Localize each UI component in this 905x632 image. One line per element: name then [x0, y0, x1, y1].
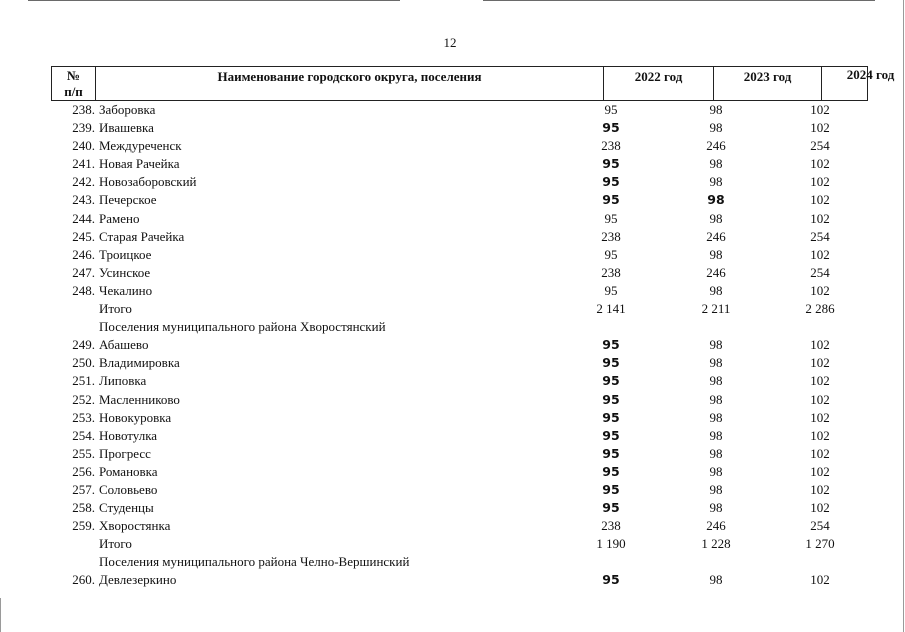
- row-number: 252.: [72, 391, 95, 407]
- row-number: 249.: [72, 337, 95, 353]
- row-number: 255.: [72, 445, 95, 461]
- value-2023: 98: [709, 373, 723, 389]
- table-row: [0, 463, 905, 481]
- value-2024: 102: [810, 409, 830, 425]
- value-2023: 98: [709, 391, 723, 407]
- value-2023: 246: [706, 228, 726, 244]
- value-2023: 98: [709, 427, 723, 443]
- value-2022: 238: [601, 264, 621, 280]
- value-2024: 102: [810, 210, 830, 226]
- value-2024: 102: [810, 282, 830, 298]
- row-number: 239.: [72, 120, 95, 136]
- value-2023: 98: [707, 192, 725, 208]
- value-2024: 102: [810, 102, 830, 117]
- value-2024: 102: [810, 391, 830, 407]
- row-name: Прогресс: [99, 445, 151, 461]
- row-number: 241.: [72, 156, 95, 172]
- value-2024: 254: [810, 518, 830, 534]
- table-row: [0, 409, 905, 427]
- header-number-line2: п/п: [64, 84, 83, 99]
- value-2022: 95: [602, 355, 620, 371]
- table-row: [0, 228, 905, 246]
- row-number: 246.: [72, 246, 95, 262]
- value-2024: 102: [810, 156, 830, 172]
- value-2024: 102: [810, 445, 830, 461]
- table-row: [0, 336, 905, 354]
- row-name: Абашево: [99, 337, 149, 353]
- value-2024: 254: [810, 228, 830, 244]
- header-number-cell: [52, 67, 96, 100]
- value-2023: 98: [709, 500, 723, 516]
- value-2024: 102: [810, 427, 830, 443]
- table-row: [0, 137, 905, 155]
- value-2023: 98: [709, 355, 723, 371]
- value-2022: 95: [604, 210, 618, 226]
- value-2024: 102: [810, 246, 830, 262]
- value-2024: 254: [810, 264, 830, 280]
- row-name: Итого: [99, 301, 132, 317]
- row-name: Печерское: [99, 192, 157, 208]
- row-name: Итого: [99, 536, 132, 552]
- row-number: 238.: [72, 102, 95, 117]
- table-row: [0, 391, 905, 409]
- row-name: Новая Рачейка: [99, 156, 180, 172]
- row-name: Поселения муниципального района Челно-Вершинский: [99, 554, 410, 570]
- value-2022: 95: [602, 120, 620, 136]
- value-2024: 102: [810, 463, 830, 479]
- value-2023: 98: [709, 210, 723, 226]
- table-row: [0, 155, 905, 173]
- table-row: [0, 300, 905, 318]
- row-name: Липовка: [99, 373, 147, 389]
- value-2024: 102: [810, 500, 830, 516]
- header-year-2024: 2024 год: [846, 67, 895, 82]
- row-name: Троицкое: [99, 246, 152, 262]
- table-row: [0, 119, 905, 137]
- row-number: 242.: [72, 174, 95, 190]
- table-row: [0, 246, 905, 264]
- row-number: 245.: [72, 228, 95, 244]
- row-number: 250.: [72, 355, 95, 371]
- row-number: 254.: [72, 427, 95, 443]
- value-2022: 1 190: [596, 536, 626, 552]
- value-2023: 246: [706, 138, 726, 154]
- table-body: [0, 101, 905, 590]
- table-row: [0, 101, 905, 119]
- table-row: [0, 191, 905, 209]
- table-row: [0, 571, 905, 589]
- value-2022: 95: [602, 156, 620, 172]
- value-2024: 102: [810, 192, 830, 208]
- table-row: [0, 318, 905, 336]
- value-2023: 98: [709, 481, 723, 497]
- page-number: 12: [443, 35, 457, 50]
- table-row: [0, 499, 905, 517]
- value-2023: 2 211: [701, 301, 731, 317]
- table-row: [0, 517, 905, 535]
- value-2023: 98: [709, 409, 723, 425]
- value-2024: 102: [810, 120, 830, 136]
- table-row: [0, 553, 905, 571]
- row-number: 248.: [72, 282, 95, 298]
- value-2023: 98: [709, 156, 723, 172]
- row-number: 257.: [72, 481, 95, 497]
- row-number: 253.: [72, 409, 95, 425]
- value-2022: 238: [601, 138, 621, 154]
- value-2023: 1 228: [701, 536, 731, 552]
- value-2022: 95: [602, 500, 620, 516]
- row-name: Хворостянка: [99, 518, 171, 534]
- value-2022: 238: [601, 518, 621, 534]
- header-number-line1: №: [66, 68, 81, 83]
- row-number: 256.: [72, 463, 95, 479]
- value-2024: 102: [810, 355, 830, 371]
- value-2022: 95: [602, 463, 620, 479]
- value-2022: 95: [602, 337, 620, 353]
- value-2024: 102: [810, 373, 830, 389]
- value-2022: 95: [602, 391, 620, 407]
- row-name: Студенцы: [99, 500, 154, 516]
- row-name: Чекалино: [99, 282, 153, 298]
- value-2022: 95: [604, 246, 618, 262]
- table-header: [51, 66, 895, 101]
- table-row: [0, 354, 905, 372]
- value-2023: 98: [709, 282, 723, 298]
- value-2023: 246: [706, 264, 726, 280]
- value-2023: 98: [709, 445, 723, 461]
- header-year-2023: 2023 год: [714, 67, 822, 100]
- row-name: Междуреченск: [99, 138, 182, 154]
- header-year-2024-cell: [822, 67, 895, 100]
- value-2022: 95: [602, 445, 620, 461]
- header-name-cell: Наименование городского округа, поселения: [96, 67, 604, 100]
- row-name: Владимировка: [99, 355, 180, 371]
- row-name: Поселения муниципального района Хворостянский: [99, 319, 386, 335]
- value-2024: 102: [810, 337, 830, 353]
- table-row: [0, 535, 905, 553]
- value-2024: 102: [810, 572, 830, 588]
- value-2023: 98: [709, 102, 723, 117]
- row-name: Новозаборовский: [99, 174, 197, 190]
- value-2023: 98: [709, 246, 723, 262]
- row-number: 243.: [72, 192, 95, 208]
- value-2022: 95: [602, 481, 620, 497]
- row-number: 260.: [72, 572, 95, 588]
- table-row: [0, 481, 905, 499]
- value-2023: 246: [706, 518, 726, 534]
- table-row: [0, 282, 905, 300]
- value-2022: 95: [602, 174, 620, 190]
- table-row: [0, 173, 905, 191]
- table-row: [0, 427, 905, 445]
- row-number: 247.: [72, 264, 95, 280]
- page-top-border-left: [28, 0, 400, 1]
- row-number: 259.: [72, 518, 95, 534]
- row-name: Старая Рачейка: [99, 228, 185, 244]
- value-2022: 95: [604, 102, 618, 117]
- row-name: Соловьево: [99, 481, 158, 497]
- value-2022: 95: [602, 409, 620, 425]
- value-2023: 98: [709, 174, 723, 190]
- row-number: 251.: [72, 373, 95, 389]
- value-2023: 98: [709, 463, 723, 479]
- row-name: Рамено: [99, 210, 140, 226]
- row-name: Заборовка: [99, 102, 156, 117]
- value-2024: 2 286: [805, 301, 835, 317]
- row-name: Усинское: [99, 264, 151, 280]
- page-top-border-right: [483, 0, 875, 1]
- row-number: 244.: [72, 210, 95, 226]
- table-row: [0, 445, 905, 463]
- row-name: Новотулка: [99, 427, 158, 443]
- row-name: Романовка: [99, 463, 158, 479]
- value-2024: 102: [810, 174, 830, 190]
- value-2022: 2 141: [596, 301, 626, 317]
- table-row: [0, 372, 905, 390]
- table-row: [0, 264, 905, 282]
- value-2022: 238: [601, 228, 621, 244]
- value-2024: 254: [810, 138, 830, 154]
- value-2022: 95: [602, 373, 620, 389]
- row-name: Девлезеркино: [99, 572, 177, 588]
- value-2022: 95: [602, 192, 620, 208]
- row-name: Новокуровка: [99, 409, 172, 425]
- value-2023: 98: [709, 337, 723, 353]
- page-left-edge: [0, 598, 1, 632]
- value-2023: 98: [709, 120, 723, 136]
- value-2024: 1 270: [805, 536, 835, 552]
- value-2023: 98: [709, 572, 723, 588]
- row-name: Масленниково: [99, 391, 180, 407]
- row-number: 240.: [72, 138, 95, 154]
- row-number: 258.: [72, 500, 95, 516]
- row-name: Ивашевка: [99, 120, 154, 136]
- value-2022: 95: [604, 282, 618, 298]
- value-2022: 95: [602, 427, 620, 443]
- header-year-2022: 2022 год: [604, 67, 714, 100]
- table-row: [0, 210, 905, 228]
- value-2024: 102: [810, 481, 830, 497]
- value-2022: 95: [602, 572, 620, 588]
